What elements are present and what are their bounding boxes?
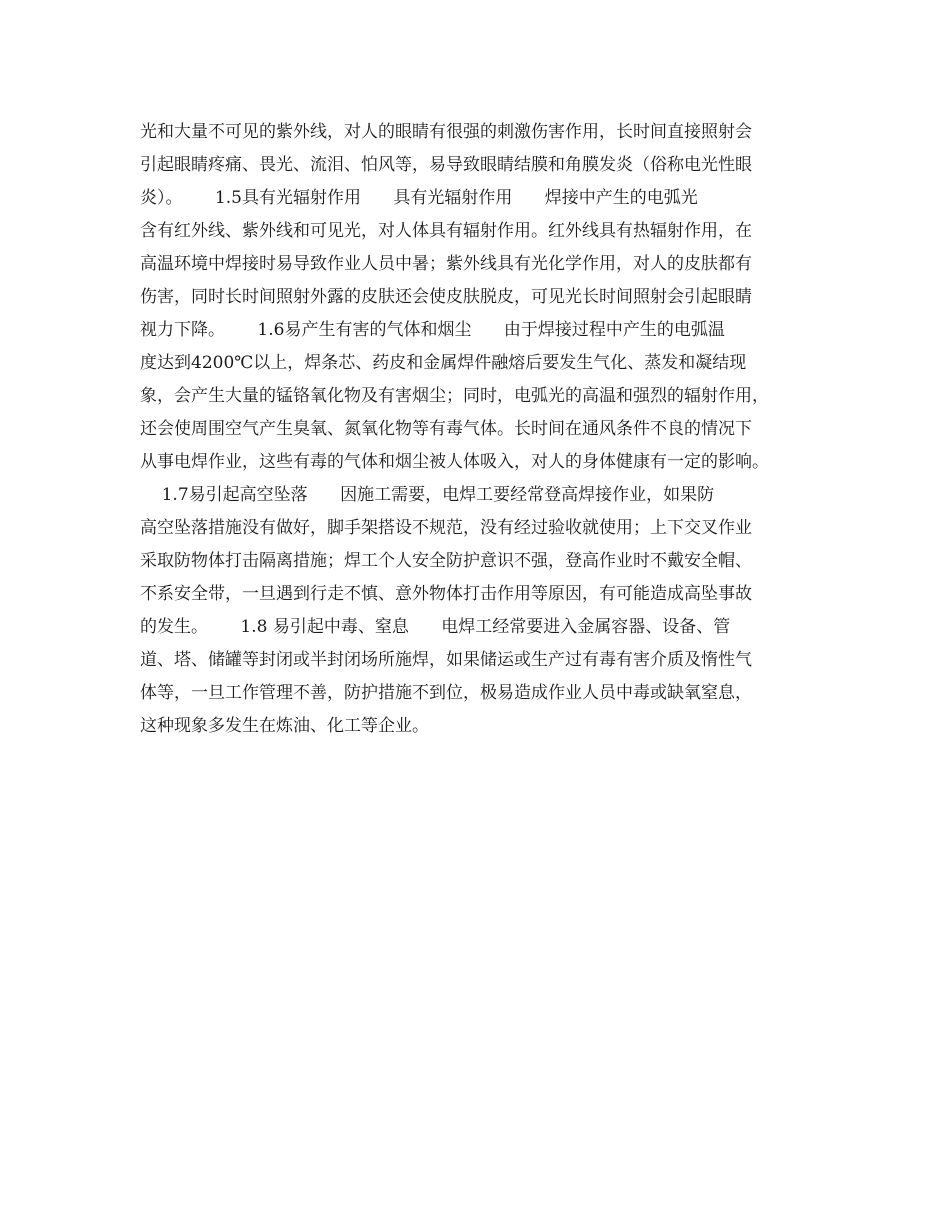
text-line: 高空坠落措施没有做好，脚手架搭设不规范，没有经过验收就使用；上下交叉作业	[140, 518, 752, 538]
text-line: 象，会产生大量的锰铬氧化物及有害烟尘；同时，电弧光的高温和强烈的辐射作用，	[140, 386, 769, 406]
text-line: 伤害，同时长时间照射外露的皮肤还会使皮肤脱皮，可见光长时间照射会引起眼睛	[140, 287, 752, 307]
text-line: 视力下降。 1.6易产生有害的气体和烟尘 由于焊接过程中产生的电弧温	[140, 320, 725, 340]
text-line: 这种现象多发生在炼油、化工等企业。	[140, 716, 429, 736]
text-line: 1.7易引起高空坠落 因施工需要，电焊工要经常登高焊接作业，如果防	[140, 485, 715, 505]
text-line: 度达到4200℃以上，焊条芯、药皮和金属焊件融熔后要发生气化、蒸发和凝结现	[140, 353, 747, 373]
text-line: 引起眼睛疼痛、畏光、流泪、怕风等，易导致眼睛结膜和角膜发炎（俗称电光性眼	[140, 155, 752, 175]
text-line: 光和大量不可见的紫外线，对人的眼睛有很强的刺激伤害作用，长时间直接照射会	[140, 122, 752, 142]
text-line: 体等，一旦工作管理不善，防护措施不到位，极易造成作业人员中毒或缺氧窒息，	[140, 683, 752, 703]
text-line: 从事电焊作业，这些有毒的气体和烟尘被人体吸入，对人的身体健康有一定的影响。	[140, 452, 769, 472]
body-text	[140, 116, 830, 743]
text-line: 高温环境中焊接时易导致作业人员中暑；紫外线具有光化学作用，对人的皮肤都有	[140, 254, 752, 274]
text-line: 的发生。 1.8 易引起中毒、窒息 电焊工经常要进入金属容器、设备、管	[140, 617, 731, 637]
text-line: 还会使周围空气产生臭氧、氮氧化物等有毒气体。长时间在通风条件不良的情况下	[140, 419, 752, 439]
text-line: 炎）。 1.5具有光辐射作用 具有光辐射作用 焊接中产生的电弧光	[140, 188, 698, 208]
text-line: 采取防物体打击隔离措施；焊工个人安全防护意识不强，登高作业时不戴安全帽、	[140, 551, 752, 571]
text-line: 道、塔、储罐等封闭或半封闭场所施焊，如果储运或生产过有毒有害介质及惰性气	[140, 650, 752, 670]
text-line: 不系安全带，一旦遇到行走不慎、意外物体打击作用等原因，有可能造成高坠事故	[140, 584, 752, 604]
text-line: 含有红外线、紫外线和可见光，对人体具有辐射作用。红外线具有热辐射作用，在	[140, 221, 752, 241]
